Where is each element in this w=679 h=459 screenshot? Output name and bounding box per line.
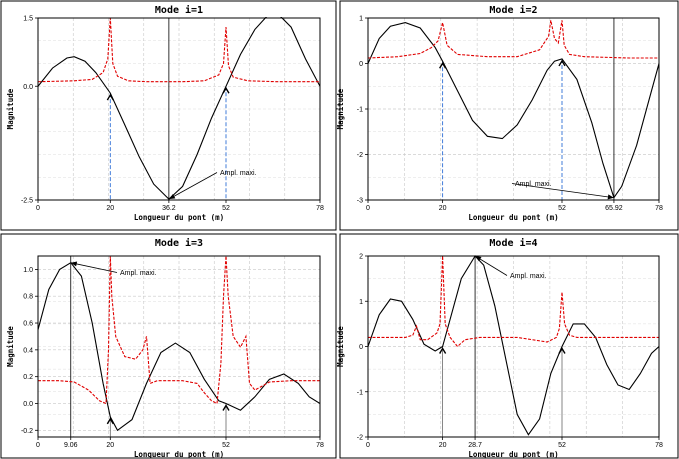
x-tick-label: 52 bbox=[222, 442, 230, 449]
x-tick-label: 0 bbox=[366, 442, 370, 449]
x-axis-label: Longueur du pont (m) bbox=[133, 213, 225, 222]
annotation-label: Ampl. maxi. bbox=[510, 273, 547, 280]
x-tick-label: 0 bbox=[366, 205, 370, 212]
y-tick-label: -1 bbox=[356, 106, 363, 114]
x-tick-label: 52 bbox=[558, 442, 566, 449]
x-axis-label: Longueur du pont (m) bbox=[468, 450, 559, 459]
panel-border bbox=[1, 234, 336, 458]
annotation-label: Ampl. maxi. bbox=[220, 170, 257, 177]
y-tick-label: 0.2 bbox=[23, 374, 33, 382]
annotation-label: Ampl. maxi. bbox=[120, 270, 157, 277]
panel-border bbox=[340, 1, 678, 230]
x-tick-label: 78 bbox=[316, 442, 324, 449]
y-tick-label: 0.0 bbox=[23, 400, 33, 408]
y-axis-label: Magnitude bbox=[6, 88, 15, 130]
chart-panel-2 bbox=[336, 1, 678, 230]
chart-title: Mode i=3 bbox=[154, 238, 204, 249]
y-axis-label: Magnitude bbox=[336, 326, 345, 367]
y-tick-label: 1.5 bbox=[23, 15, 33, 23]
chart-panel-3 bbox=[1, 234, 336, 459]
chart-title: Mode i=2 bbox=[489, 5, 538, 16]
y-tick-label: 1 bbox=[359, 15, 363, 23]
x-tick-label: 20 bbox=[438, 442, 447, 449]
x-tick-label: 52 bbox=[558, 205, 566, 212]
x-tick-label: 0 bbox=[36, 442, 40, 449]
annotation-label: Ampl. maxi. bbox=[515, 181, 552, 188]
x-tick-label: 9.06 bbox=[63, 442, 78, 449]
y-tick-label: 1 bbox=[359, 298, 363, 306]
x-axis-label: Longueur du pont (m) bbox=[468, 213, 559, 222]
x-tick-label: 28.7 bbox=[468, 442, 482, 449]
x-tick-label: 20 bbox=[106, 205, 115, 212]
y-tick-label: -0.2 bbox=[20, 427, 33, 435]
x-tick-label: 36.2 bbox=[162, 205, 176, 212]
y-tick-label: -2.5 bbox=[20, 197, 33, 205]
y-tick-label: 2 bbox=[359, 253, 363, 261]
y-tick-label: -3 bbox=[356, 197, 363, 205]
chart-title: Mode i=1 bbox=[154, 5, 204, 16]
y-tick-label: 0.6 bbox=[23, 320, 33, 328]
y-tick-label: 0 bbox=[359, 61, 363, 68]
y-tick-label: 0.0 bbox=[23, 83, 33, 91]
x-tick-label: 20 bbox=[438, 205, 447, 212]
x-axis-label: Longueur du pont (m) bbox=[133, 450, 225, 459]
y-axis-label: Magnitude bbox=[6, 326, 15, 367]
x-tick-label: 52 bbox=[222, 205, 230, 212]
y-axis-label: Magnitude bbox=[336, 88, 345, 130]
x-tick-label: 78 bbox=[655, 442, 663, 449]
x-tick-label: 78 bbox=[316, 205, 324, 212]
panel-border bbox=[340, 234, 678, 458]
y-tick-label: 1.0 bbox=[23, 266, 33, 274]
y-tick-label: 0.4 bbox=[23, 347, 33, 355]
y-tick-label: -2 bbox=[356, 434, 363, 442]
chart-title: Mode i=4 bbox=[489, 238, 538, 249]
y-tick-label: 0 bbox=[359, 344, 363, 351]
y-tick-label: -2 bbox=[356, 152, 363, 159]
y-tick-label: -1 bbox=[356, 389, 363, 397]
x-tick-label: 65.92 bbox=[605, 205, 623, 212]
chart-panel-4 bbox=[336, 234, 678, 459]
chart-panel-1 bbox=[1, 1, 336, 230]
y-tick-label: 0.8 bbox=[23, 293, 33, 301]
x-tick-label: 78 bbox=[655, 205, 663, 212]
x-tick-label: 0 bbox=[36, 205, 40, 212]
x-tick-label: 20 bbox=[106, 442, 115, 449]
